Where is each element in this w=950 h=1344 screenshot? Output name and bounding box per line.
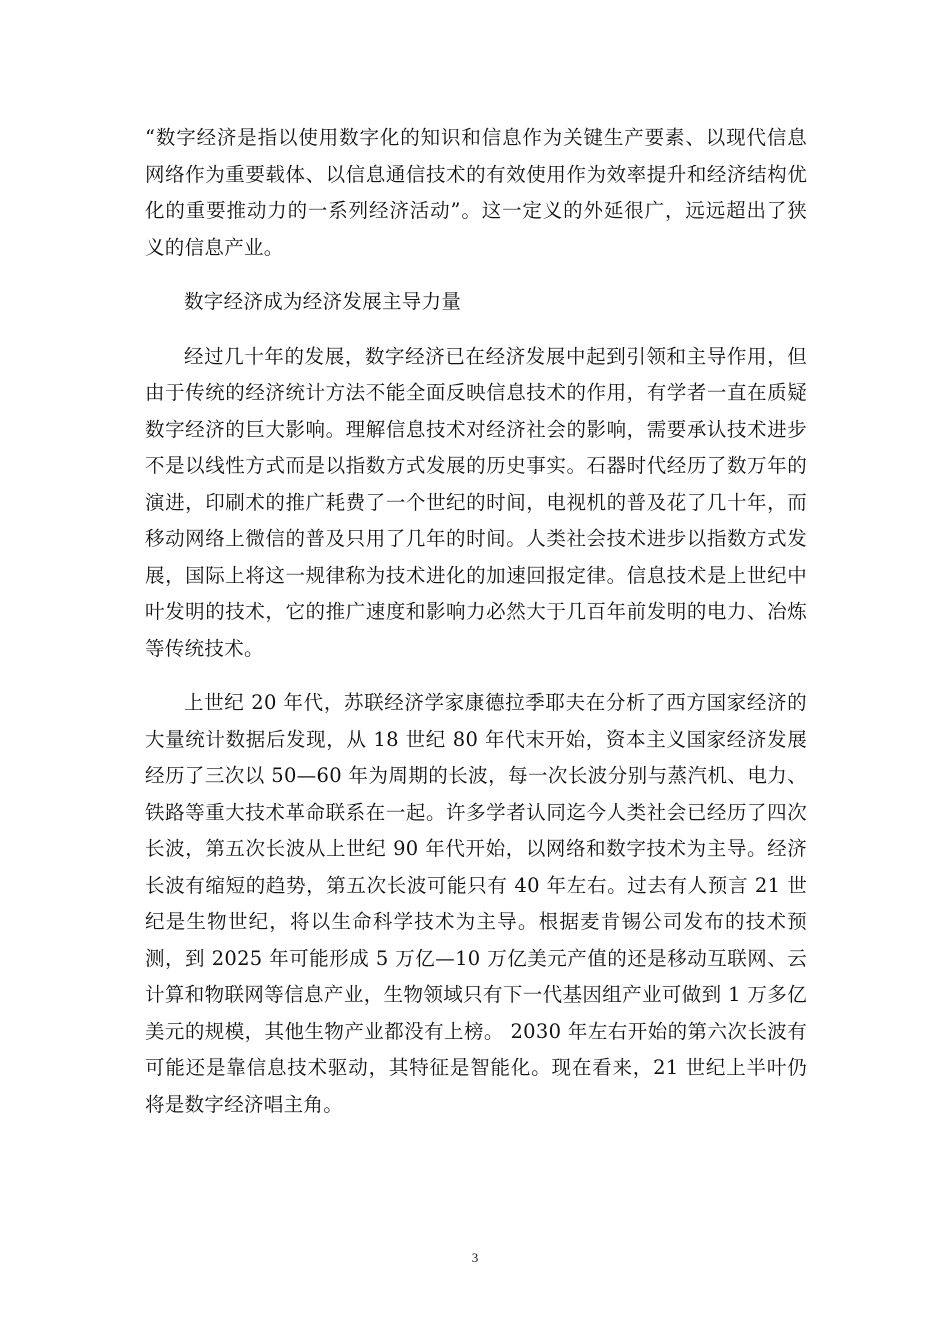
paragraph-definition: “数字经济是指以使用数字化的知识和信息作为关键生产要素、以现代信息网络作为重要载体、以信息通信技术的有效使用作为效率提升和经济结构优化的重要推动力的一系列经济活动”。这一定义的外延很广，远远超出了狭义的信息产业。	[145, 126, 807, 259]
document-body	[145, 120, 807, 1123]
paragraph-development: 经过几十年的发展，数字经济已在经济发展中起到引领和主导作用，但由于传统的经济统计方法不能全面反映信息技术的作用，有学者一直在质疑数字经济的巨大影响。理解信息技术对经济社会的影响，需要承认技术进步不是以线性方式而是以指数方式发展的历史事实。石器时代经历了数万年的演进，印刷术的推广耗费了一个世纪的时间，电视机的普及花了几十年，而移动网络上微信的普及只用了几年的时间。人类社会技术进步以指数方式发展，国际上将这一规律称为技术进化的加速回报定律。信息技术是上世纪中叶发明的技术，它的推广速度和影响力必然大于几百年前发明的电力、冶炼等传统技术。	[145, 344, 807, 660]
paragraph-gap	[145, 667, 807, 685]
paragraph-gap	[145, 266, 807, 284]
paragraph-long-waves: 上世纪 20 年代，苏联经济学家康德拉季耶夫在分析了西方国家经济的大量统计数据后发现，从 18 世纪 80 年代末开始，资本主义国家经济发展经历了三次以 50—60 年为周期的长波，每一次长波分别与蒸汽机、电力、铁路等重大技术革命联系在一起。许多学者认同迄今人类社会已经历了四次长波，第五次长波从上世纪 90 年代开始，以网络和数字技术为主导。经济长波有缩短的趋势，第五次长波可能只有 40 年左右。过去有人预言 21 世纪是生物世纪，将以生命科学技术为主导。根据麦肯锡公司发布的技术预测，到 2025 年可能形成 5 万亿—10 万亿美元产值的还是移动互联网、云计算和物联网等信息产业，生物领域只有下一代基因组产业可做到 1 万多亿美元的规模，其他生物产业都没有上榜。 2030 年左右开始的第六次长波有可能还是靠信息技术驱动，其特征是智能化。现在看来，21 世纪上半叶仍将是数字经济唱主角。	[145, 691, 807, 1116]
page-number: 3	[471, 1250, 479, 1265]
section-heading: 数字经济成为经济发展主导力量	[184, 290, 462, 313]
paragraph-gap	[145, 321, 807, 339]
